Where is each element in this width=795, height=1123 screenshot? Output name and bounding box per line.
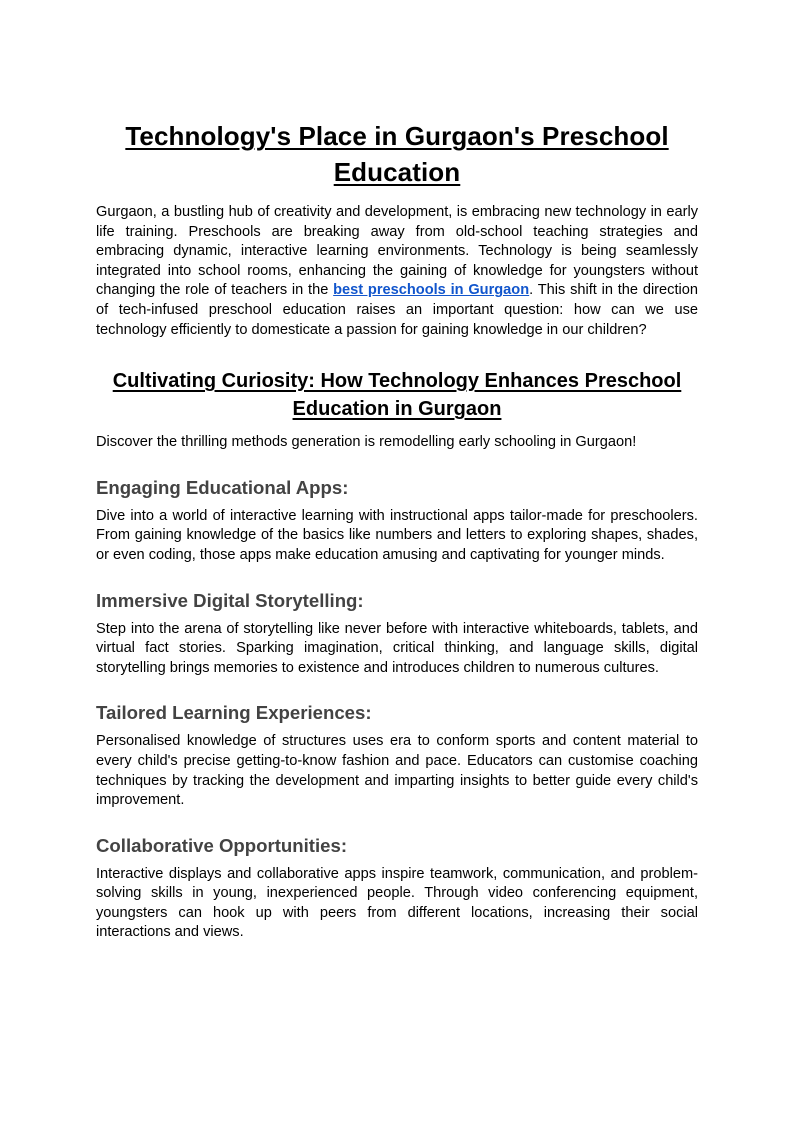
section-heading: Engaging Educational Apps:: [96, 476, 349, 498]
section-collaborative: [96, 833, 698, 943]
section-title: Cultivating Curiosity: How Technology Enhances Preschool Education in Gurgaon: [112, 370, 682, 421]
intro-paragraph: [96, 203, 698, 340]
document-page: [96, 118, 698, 943]
section-text: Dive into a world of interactive learning with instructional apps tailor-made for preschoolers. From gaining knowledge of the basics like numbers and letters to exploring shapes, shades, or even coding, those apps make education amusing and captivating for younger minds.: [96, 507, 698, 563]
section-educational-apps: [96, 475, 698, 566]
section-text: Step into the arena of storytelling like never before with interactive whiteboards, tablets, and virtual fact stories. Sparking imagination, critical thinking, and language skills, digital storytelling brings memories to existence and introduces children to numerous cultures.: [96, 620, 698, 676]
intro-text-before-link: Gurgaon, a bustling hub of creativity and development, is embracing new technology in early life training. Preschools are breaking away from old-school teaching strategies and embracing dynamic, interactive learning environments. Technology is being seamlessly integrated into school rooms, enhancing the gaining of knowledge for youngsters without changing the role of teachers in the: [96, 204, 698, 299]
section-heading: Collaborative Opportunities:: [96, 834, 348, 856]
section-intro: Discover the thrilling methods generation is remodelling early schooling in Gurgaon!: [96, 434, 637, 451]
page-title: Technology's Place in Gurgaon's Preschool Education: [125, 121, 669, 187]
intro-text-after-link: . This shift in the direction of tech-infused preschool education raises an important question: how can we use technology efficiently to domesticate a passion for gaining knowledge in our children?: [96, 282, 698, 338]
section-text: Personalised knowledge of structures uses era to conform sports and content material to every child's precise getting-to-know fashion and pace. Educators can customise coaching techniques by tracking the development and imparting insights to better guide every child's improvement.: [96, 733, 698, 809]
section-digital-storytelling: [96, 588, 698, 679]
section-text: Interactive displays and collaborative apps inspire teamwork, communication, and problem-solving skills in young, inexperienced people. Through video conferencing equipment, youngsters can hook up with peers from different locations, increasing their social interactions and views.: [96, 865, 698, 941]
section-heading: Tailored Learning Experiences:: [96, 702, 372, 724]
best-preschools-link[interactable]: best preschools in Gurgaon: [333, 282, 530, 299]
section-tailored-learning: [96, 700, 698, 810]
section-heading: Immersive Digital Storytelling:: [96, 589, 364, 611]
